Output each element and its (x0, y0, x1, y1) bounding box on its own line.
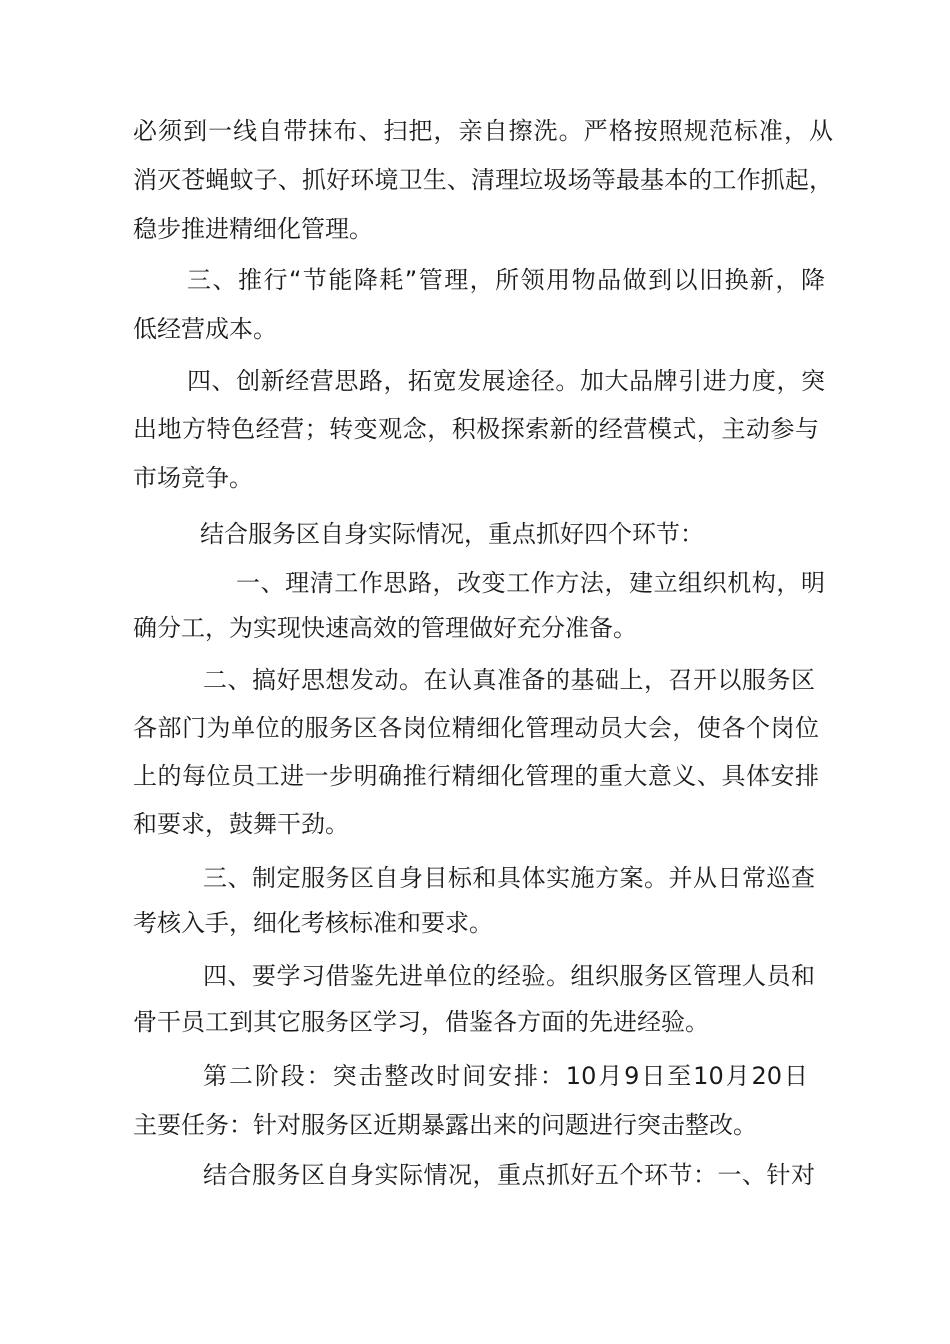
text-line-1: 必须到一线自带抹布、扫把，亲自擦洗。严格按照规范标准，从 (133, 117, 833, 145)
text-line-9: 结合服务区自身实际情况，重点抓好四个环节： (200, 520, 704, 548)
text-line-21: 主要任务：针对服务区近期暴露出来的问题进行突击整改。 (133, 1111, 757, 1139)
text-line-13: 各部门为单位的服务区各岗位精细化管理动员大会，使各个岗位 (133, 714, 819, 742)
text-line-16: 三、制定服务区自身目标和具体实施方案。并从日常巡查 (203, 864, 815, 892)
text-line-12: 二、搞好思想发动。在认真准备的基础上，召开以服务区 (203, 666, 815, 694)
text-line-8: 市场竞争。 (133, 464, 253, 492)
text-line-18: 四、要学习借鉴先进单位的经验。组织服务区管理人员和 (203, 962, 815, 990)
text-line-5: 低经营成本。 (133, 315, 277, 343)
text-line-15: 和要求，鼓舞干劲。 (133, 810, 349, 838)
text-line-3: 稳步推进精细化管理。 (133, 215, 373, 243)
text-line-17: 考核入手，细化考核标准和要求。 (133, 909, 493, 937)
text-line-2: 消灭苍蝇蚊子、抓好环境卫生、清理垃圾场等最基本的工作抓起， (133, 166, 833, 194)
text-line-22: 结合服务区自身实际情况，重点抓好五个环节：一、针对 (203, 1161, 815, 1189)
text-line-6: 四、创新经营思路，拓宽发展途径。加大品牌引进力度，突 (187, 367, 825, 395)
text-line-20: 第二阶段：突击整改时间安排：10月9日至10月20日 (203, 1062, 808, 1090)
text-line-10: 一、理清工作思路，改变工作方法，建立组织机构，明 (236, 569, 825, 597)
text-line-7: 出地方特色经营；转变观念，积极探索新的经营模式，主动参与 (133, 415, 819, 443)
text-line-11: 确分工，为实现快速高效的管理做好充分准备。 (133, 614, 637, 642)
text-line-4: 三、推行“节能降耗”管理，所领用物品做到以旧换新，降 (187, 266, 825, 294)
text-line-14: 上的每位员工进一步明确推行精细化管理的重大意义、具体安排 (133, 762, 819, 790)
text-line-19: 骨干员工到其它服务区学习，借鉴各方面的先进经验。 (133, 1008, 709, 1036)
